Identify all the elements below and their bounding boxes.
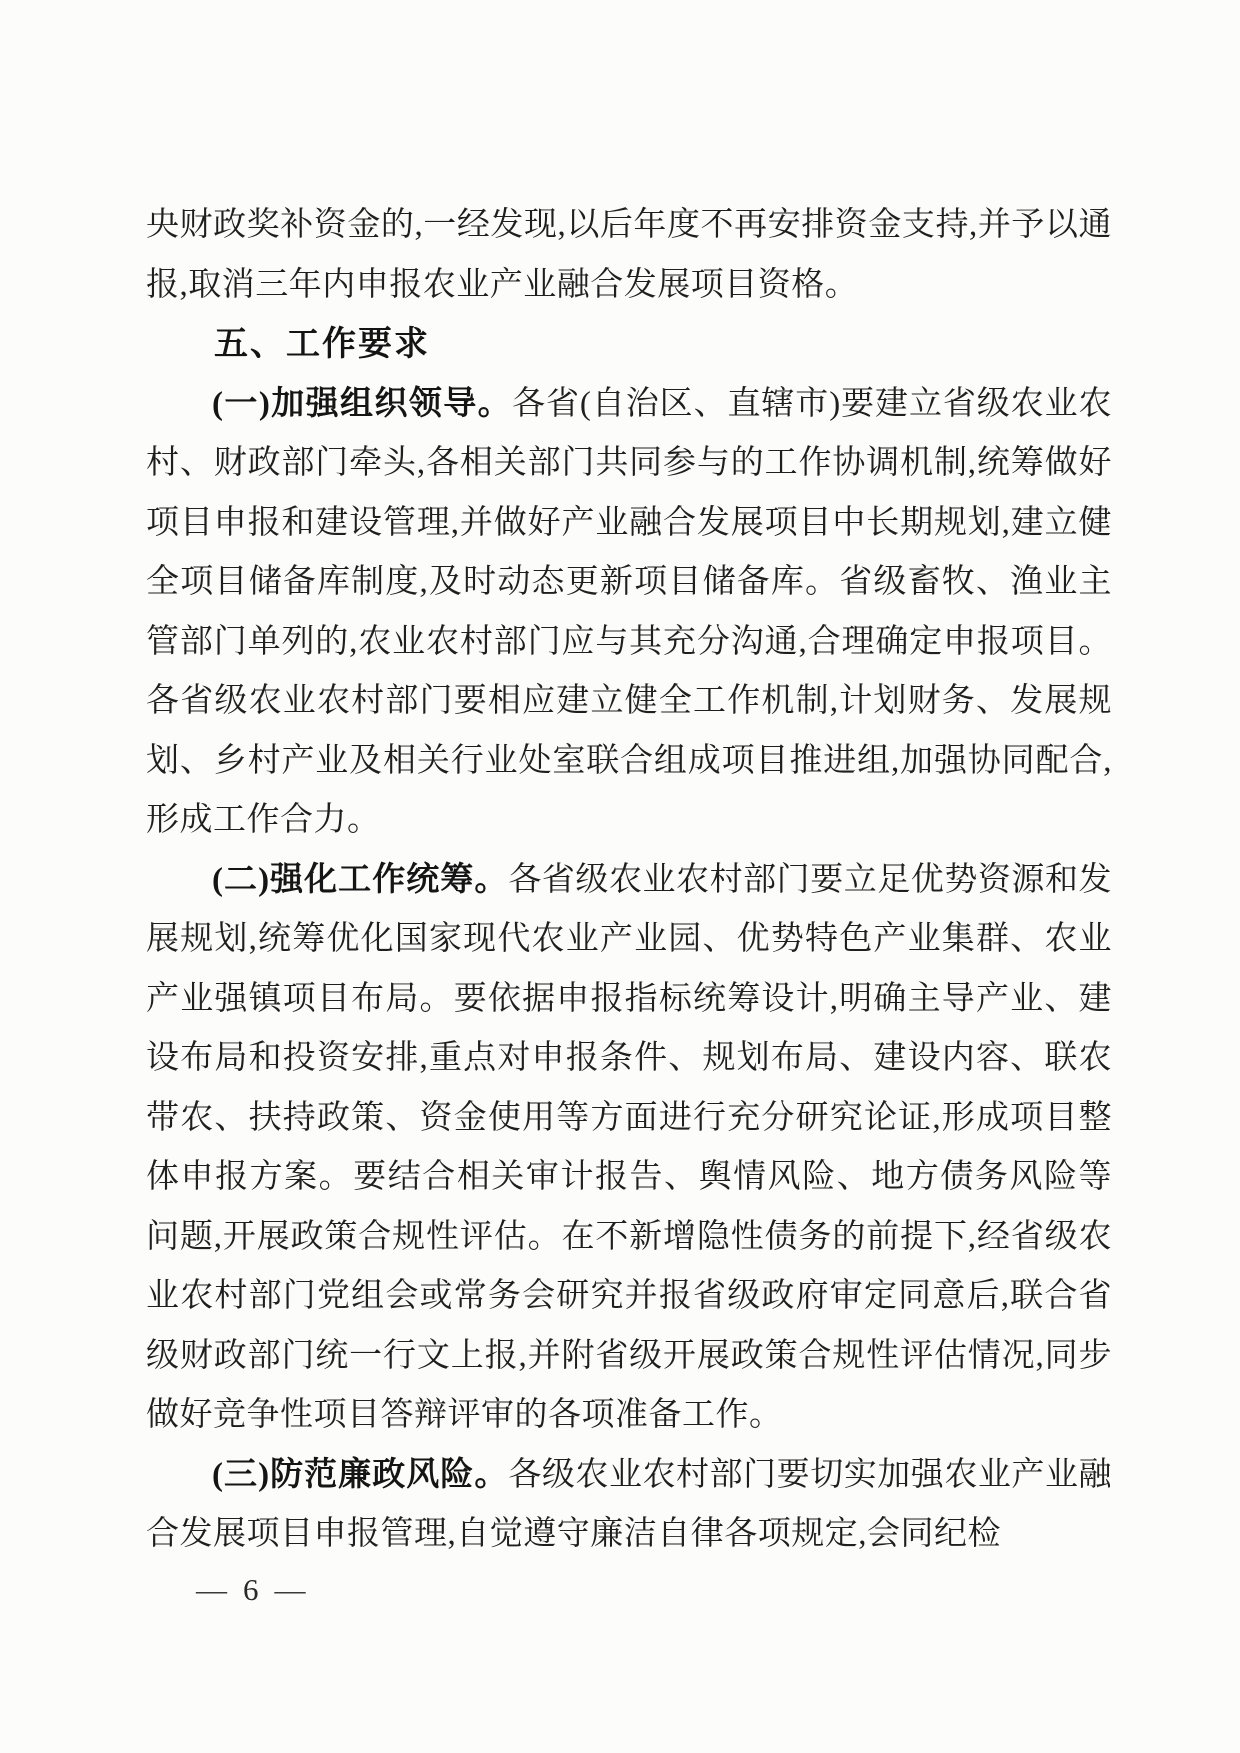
footer-left-dash: — — [196, 1572, 227, 1607]
paragraph-2-text: 各省级农业农村部门要立足优势资源和发展规划,统筹优化国家现代农业产业园、优势特色产业集群、农业产业强镇项目布局。要依据申报指标统筹设计,明确主导产业、建设布局和投资安排,重点对申报条件、规划布局、建设内容、联农带农、扶持政策、资金使用等方面进行充分研究论证,形成项目整体申报方案。要结合相关审计报告、舆情风险、地方债务风险等问题,开展政策合规性评估。在不新增隐性债务的前提下,经省级农业农村部门党组会或常务会研究并报省级政府审定同意后,联合省级财政部门统一行文上报,并附省级开展政策合规性评估情况,同步做好竞争性项目答辩评审的各项准备工作。 — [146, 861, 1112, 1433]
paragraph-continuation: 央财政奖补资金的,一经发现,以后年度不再安排资金支持,并予以通报,取消三年内申报农业产业融合发展项目资格。 — [146, 207, 1112, 303]
paragraph-1-lead: (一)加强组织领导。 — [212, 385, 513, 422]
paragraph-3-text: 各级农业农村部门要切实加强农业产业融合发展项目申报管理,自觉遵守廉洁自律各项规定,会同纪检 — [146, 1456, 1112, 1552]
page-footer — [196, 1572, 306, 1608]
paragraph-1 — [146, 375, 1112, 851]
paragraph-2-lead: (二)强化工作统筹。 — [212, 861, 509, 898]
paragraph-3 — [146, 1446, 1112, 1565]
page-number: 6 — [243, 1572, 259, 1607]
footer-right-dash: — — [274, 1572, 306, 1607]
document-body — [146, 196, 1112, 1565]
section-heading-work-requirements: 五、工作要求 — [214, 325, 430, 363]
paragraph-3-lead: (三)防范廉政风险。 — [212, 1456, 509, 1493]
paragraph-2 — [146, 851, 1112, 1446]
paragraph-1-text: 各省(自治区、直辖市)要建立省级农业农村、财政部门牵头,各相关部门共同参与的工作协调机制,统筹做好项目申报和建设管理,并做好产业融合发展项目中长期规划,建立健全项目储备库制度,及时动态更新项目储备库。省级畜牧、渔业主管部门单列的,农业农村部门应与其充分沟通,合理确定申报项目。各省级农业农村部门要相应建立健全工作机制,计划财务、发展规划、乡村产业及相关行业处室联合组成项目推进组,加强协同配合,形成工作合力。 — [146, 385, 1113, 838]
